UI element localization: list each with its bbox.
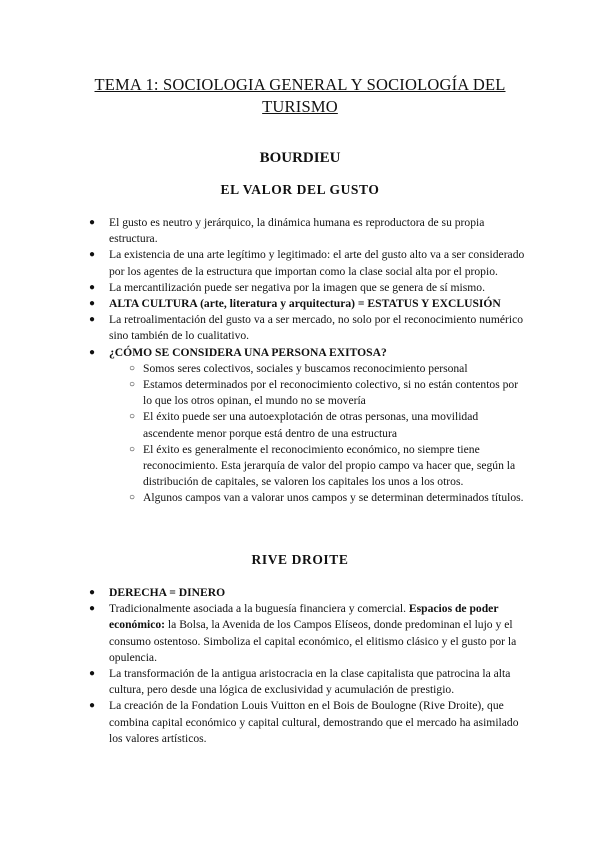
bullet-icon: ● (89, 603, 96, 615)
list-item (89, 345, 529, 361)
bullet-icon: ● (89, 281, 96, 293)
bullet-text-bold: DERECHA = DINERO (109, 586, 226, 599)
bullet-text: Tradicionalmente asociada a la buguesía financiera y comercial. (109, 602, 409, 616)
list-item (89, 698, 529, 747)
sub-bullet-text: El éxito puede ser una autoexplotación de otras personas, una movilidad ascendente menor porque está dentro de una estructura (143, 410, 479, 440)
section-heading-bourdieu: BOURDIEU (259, 150, 341, 166)
bullet-icon: ● (89, 298, 96, 310)
sub-bullet-list (89, 361, 529, 507)
subheading-valor-del-gusto: EL VALOR DEL GUSTO (220, 182, 380, 197)
sub-list-item (89, 377, 529, 409)
bullet-text: La existencia de una arte legítimo y legitimado: el arte del gusto alto va a ser considerado por los agentes de la estructura que importan como la clase social alta por el propio. (109, 248, 525, 278)
hollow-bullet-icon: ○ (129, 411, 136, 423)
sub-bullet-text: Estamos determinados por el reconocimiento colectivo, si no están contentos por lo que los otros opinan, el mundo no se movería (143, 378, 519, 408)
sub-list-item (89, 409, 529, 441)
bullet-icon: ● (89, 346, 96, 358)
hollow-bullet-icon: ○ (129, 492, 136, 504)
sub-bullet-text: Algunos campos van a valorar unos campos y se determinan determinados títulos. (143, 491, 524, 505)
list-item (89, 312, 529, 344)
sub-list-item (89, 490, 529, 506)
sub-list-container (89, 361, 529, 507)
sub-list-item (89, 361, 529, 377)
bullet-icon: ● (89, 314, 96, 326)
bullet-icon: ● (89, 700, 96, 712)
bourdieu-bullet-list (89, 215, 529, 507)
bullet-icon: ● (89, 217, 96, 228)
document-title: TEMA 1: SOCIOLOGIA GENERAL Y SOCIOLOGÍA DEL TURISMO (94, 75, 506, 116)
bullet-icon: ● (89, 668, 96, 680)
hollow-bullet-icon: ○ (129, 443, 136, 455)
bullet-text: La mercantilización puede ser negativa por la imagen que se genera de sí mismo. (109, 280, 486, 294)
list-item (89, 215, 529, 247)
bullet-text: La creación de la Fondation Louis Vuitton en el Bois de Boulogne (Rive Droite), que combina capital económico y capital cultural, demostrando que el mercado ha asimilado los valores artísticos. (109, 699, 519, 745)
bullet-icon: ● (89, 249, 96, 261)
list-item (89, 296, 529, 312)
bullet-text-bold: ALTA CULTURA (arte, literatura y arquitectura) = ESTATUS Y EXCLUSIÓN (109, 297, 501, 311)
list-item (89, 280, 529, 296)
bullet-text-bold: Espacios de poder económico: (109, 602, 499, 632)
bullet-text: La retroalimentación del gusto va a ser mercado, no solo por el reconocimiento numérico sino también de lo cualitativo. (109, 313, 524, 343)
rive-droite-bullet-list (89, 585, 529, 747)
bullet-text-bold: ¿CÓMO SE CONSIDERA UNA PERSONA EXITOSA? (109, 345, 387, 359)
hollow-bullet-icon: ○ (129, 362, 136, 374)
bullet-text: la Bolsa, la Avenida de los Campos Elíseos, donde predominan el lujo y el consumo ostentoso. Simboliza el capital económico, el elitismo clásico y el gusto por la opulencia. (109, 618, 517, 664)
section-heading-rive-droite: RIVE DROITE (251, 552, 349, 567)
bullet-text: El gusto es neutro y jerárquico, la dinámica humana es reproductora de su propia estructura. (109, 216, 485, 246)
list-item (89, 601, 529, 666)
sub-bullet-text: El éxito es generalmente el reconocimiento económico, no siempre tiene reconocimiento. Esta jerarquía de valor del propio campo va hacer que, según la distribución de capitales, se valoren los capitales los unos a los otros. (143, 442, 516, 489)
bullet-text: La transformación de la antigua aristocracia en la clase capitalista que patrocina la alta cultura, pero desde una lógica de exclusividad y acumulación de prestigio. (109, 667, 511, 697)
list-item (89, 666, 529, 698)
hollow-bullet-icon: ○ (129, 379, 136, 391)
list-item (89, 247, 529, 279)
bullet-icon: ● (89, 587, 96, 598)
sub-list-item (89, 442, 529, 491)
list-item (89, 585, 529, 601)
sub-bullet-text: Somos seres colectivos, sociales y buscamos reconocimiento personal (143, 361, 468, 375)
